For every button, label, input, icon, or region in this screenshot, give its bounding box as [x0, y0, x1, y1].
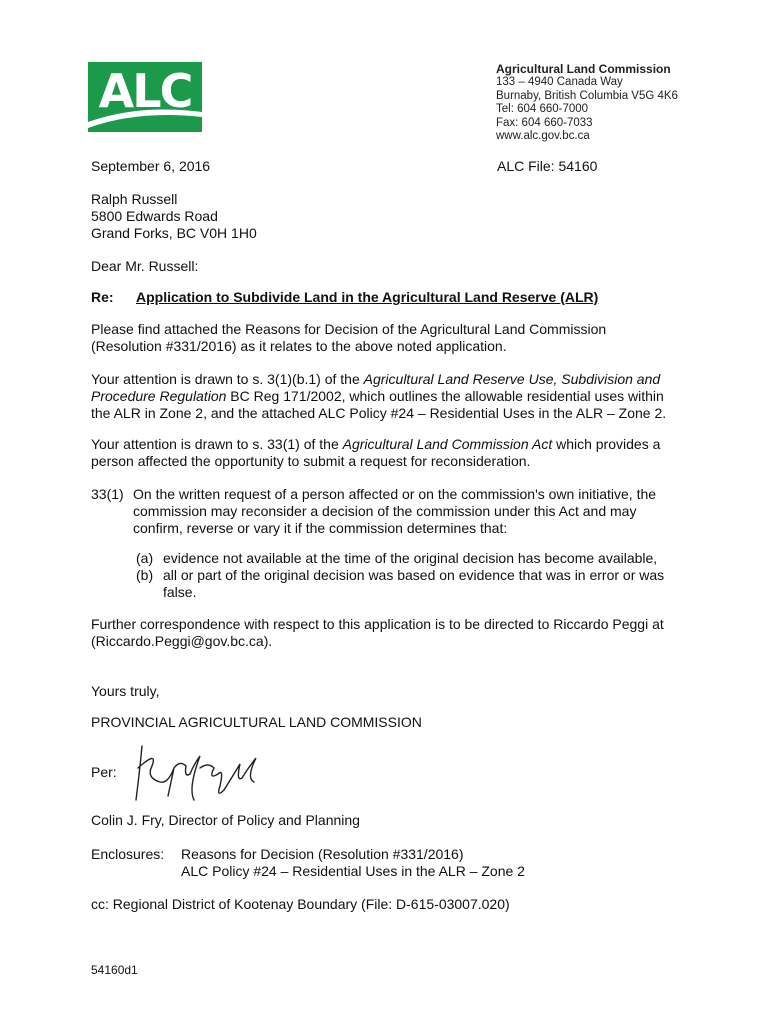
paragraph-2 — [91, 371, 671, 422]
recipient-name: Ralph Russell — [91, 191, 178, 207]
org-caps: PROVINCIAL AGRICULTURAL LAND COMMISSION — [91, 714, 422, 730]
per-label: Per: — [91, 764, 117, 780]
recipient-street: 5800 Edwards Road — [91, 208, 218, 224]
alc-logo — [88, 62, 202, 132]
file-reference: ALC File: 54160 — [497, 158, 598, 174]
recipient-city: Grand Forks, BC V0H 1H0 — [91, 225, 257, 241]
address-line: 133 – 4940 Canada Way — [496, 76, 623, 89]
item-b-text: all or part of the original decision was based on evidence that was in error or was false. — [163, 567, 665, 600]
section-number: 33(1) — [91, 486, 124, 502]
letter-date: September 6, 2016 — [91, 158, 211, 174]
p2-text-c: BC Reg 171/2002, which outlines the allowable residential uses within the ALR in Zone 2, and the attached ALC Policy #24 – Residential Uses in the ALR – Zone 2. — [91, 388, 667, 421]
p3-text-a: Your attention is drawn to s. 33(1) of the — [91, 436, 343, 452]
subject-text — [136, 289, 598, 305]
signature — [128, 738, 268, 811]
p2-regulation-title: Agricultural Land Reserve Use, Subdivision and Procedure Regulation — [91, 371, 661, 404]
enclosures-label: Enclosures: — [91, 846, 165, 862]
p3-text-c: which provides a person affected the opportunity to submit a request for reconsideration. — [91, 436, 661, 469]
closing: Yours truly, — [91, 683, 160, 699]
enclosure-item: Reasons for Decision (Resolution #331/2016) — [181, 846, 464, 862]
address-line: Fax: 604 660-7033 — [496, 116, 593, 129]
p3-act-title: Agricultural Land Commission Act — [342, 436, 553, 452]
logo-text: ALC — [98, 64, 192, 118]
item-b-label: (b) — [136, 567, 154, 583]
address-line: Tel: 604 660-7000 — [496, 103, 589, 116]
section-text: On the written request of a person affected or on the commission's own initiative, the commission may reconsider a decision of the commission under this Act and may confirm, reverse or vary it if the commission determines that: — [133, 486, 657, 536]
salutation: Dear Mr. Russell: — [91, 258, 199, 274]
paragraph-1: Please find attached the Reasons for Decision of the Agricultural Land Commission (Resolution #331/2016) as it relates to the above noted application. — [91, 321, 607, 354]
cc-line: cc: Regional District of Kootenay Boundary (File: D-615-03007.020) — [91, 896, 510, 912]
paragraph-4: Further correspondence with respect to this application is to be directed to Riccardo Peggi at (Riccardo.Peggi@gov.bc.ca). — [91, 616, 664, 649]
letterhead-address — [496, 63, 678, 143]
subject-underlined: Application to Subdivide Land in the Agricultural Land Reserve (ALR) — [136, 289, 599, 305]
p2-text-a: Your attention is drawn to s. 3(1)(b.1) of the — [91, 371, 364, 387]
enclosure-item: ALC Policy #24 – Residential Uses in the ALR – Zone 2 — [181, 863, 525, 879]
paragraph-3 — [91, 436, 671, 470]
item-a-label: (a) — [136, 550, 154, 566]
footer-reference: 54160d1 — [91, 963, 138, 977]
signer-name: Colin J. Fry, Director of Policy and Planning — [91, 812, 360, 828]
org-name: Agricultural Land Commission — [496, 62, 671, 76]
item-a-text: evidence not available at the time of the original decision has become available, — [163, 550, 658, 566]
subject-label: Re: — [91, 289, 114, 305]
address-line: Burnaby, British Columbia V5G 4K6 — [496, 89, 678, 102]
website-link[interactable]: www.alc.gov.bc.ca — [496, 130, 590, 143]
